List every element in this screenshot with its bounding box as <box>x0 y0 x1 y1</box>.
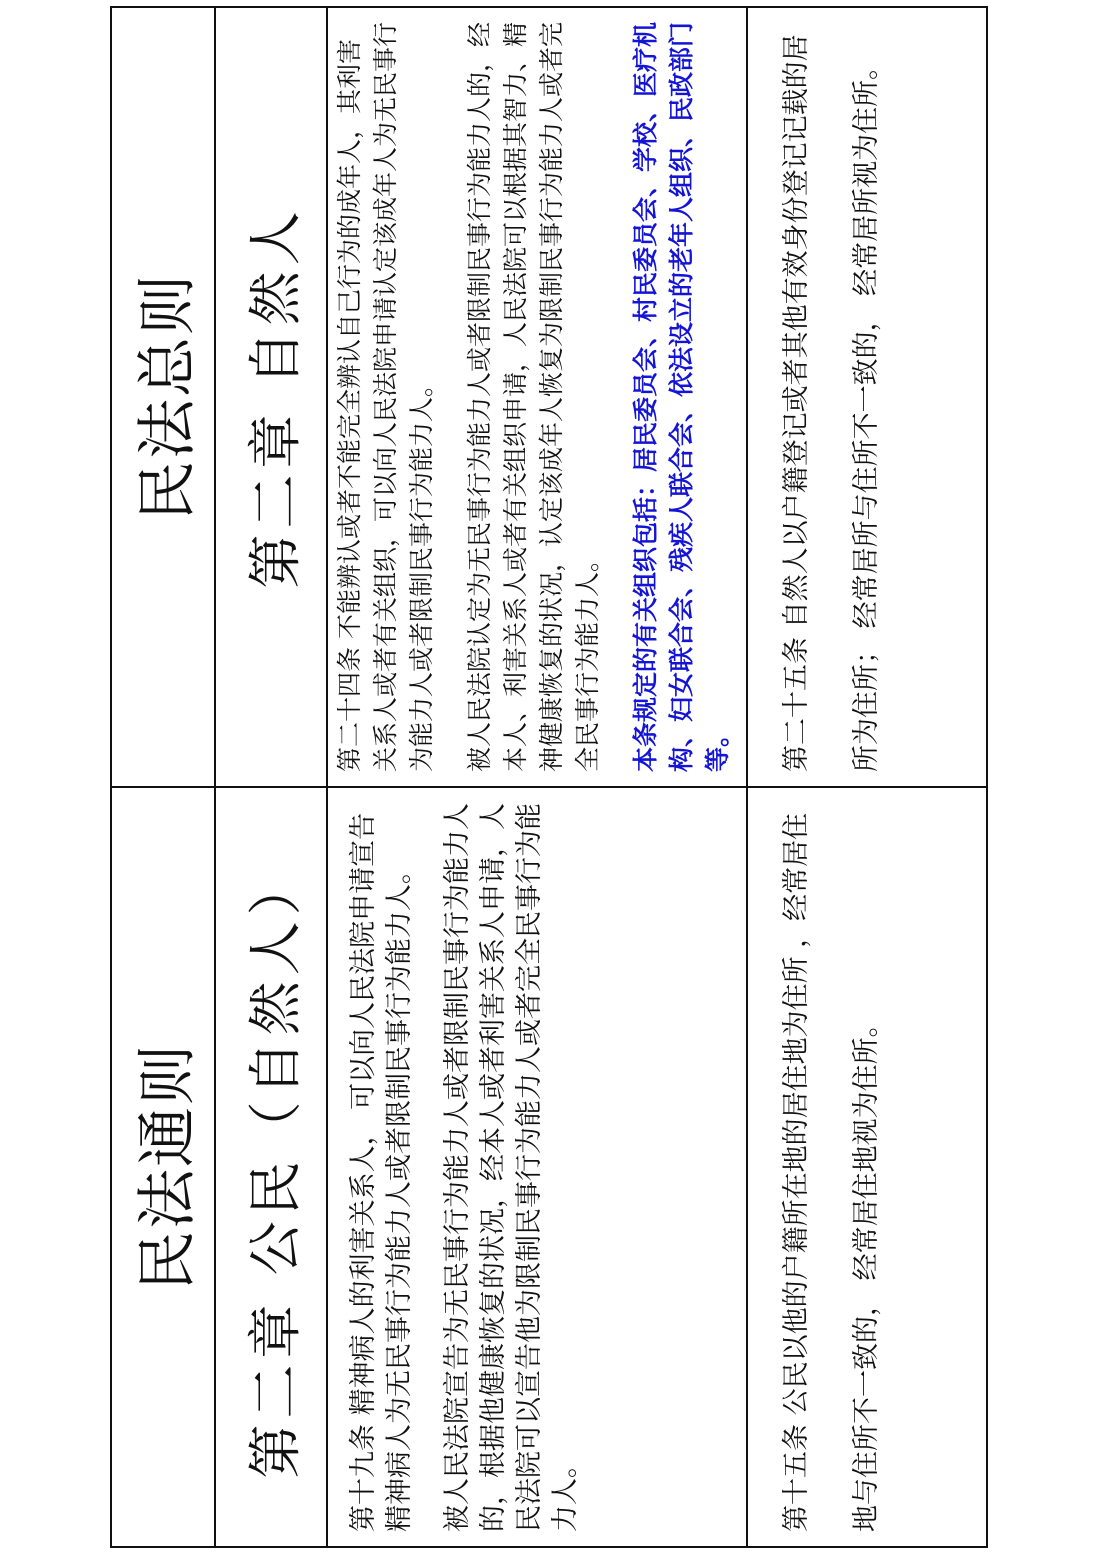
right-article-24-paragraph-2: 被人民法院认定为无民事行为能力人或者限制民事行为能力人的，经本人、利害关系人或者有关组织申请，人民法院可以根据其智力、精神健康恢复的状况，认定该成年人恢复为限制民事行为能力人或者完全民事行为能力人。 <box>465 21 602 772</box>
left-chapter-heading: 第二章 公民（自然人） <box>243 855 307 1479</box>
left-article-19-text: 第十九条 精神病人的利害关系人， 可以向人民法院申请宣告精神病人为无民事行为能力人或者限制民事行为能力人。 <box>348 812 415 1532</box>
left-article-15-cell <box>747 787 987 1547</box>
comparison-table <box>110 6 988 1548</box>
right-chapter-heading: 第二章 自然人 <box>243 205 307 589</box>
left-article-19-cell <box>327 787 747 1547</box>
right-article-25-cell <box>747 7 987 787</box>
left-chapter-cell <box>215 787 327 1547</box>
left-article-15-text: 第十五条 公民以他的户籍所在地的居住地为住所 ，经常居住地与住所不一致的， 经常居住地视为住所。 <box>781 812 882 1532</box>
left-title-cell <box>111 787 215 1547</box>
right-article-24-text: 第二十四条 不能辨认或者不能完全辨认自己行为的成年人，其利害关系人或者有关组织，可以向人民法院申请认定该成年人为无民事行为能力人或者限制民事行为能力人。 <box>335 21 436 772</box>
right-article-24-cell <box>327 7 747 787</box>
left-article-19-paragraph-2: 被人民法院宣告为无民事行为能力人或者限制民事行为能力人的，根据他健康恢复的状况，经本人或者利害关系人申请，人民法院可以宣告他为限制民事行为能力人或者完全民事行为能力人。 <box>442 803 581 1532</box>
comparison-document <box>110 8 982 1548</box>
left-law-title: 民法通则 <box>133 1043 203 1291</box>
right-article-24-highlight-note: 本条规定的有关组织包括：居民委员会、村民委员会、学校、医疗机构、妇女联合会、残疾人联合会、依法设立的老年人组织、民政部门等。 <box>631 21 732 772</box>
right-chapter-cell <box>215 7 327 787</box>
right-law-title: 民法总则 <box>133 273 203 521</box>
right-title-cell <box>111 7 215 787</box>
right-article-25-text: 第二十五条 自然人以户籍登记或者其他有效身份登记记载的居所为住所； 经常居所与住所不一致的， 经常居所视为住所。 <box>781 34 882 772</box>
